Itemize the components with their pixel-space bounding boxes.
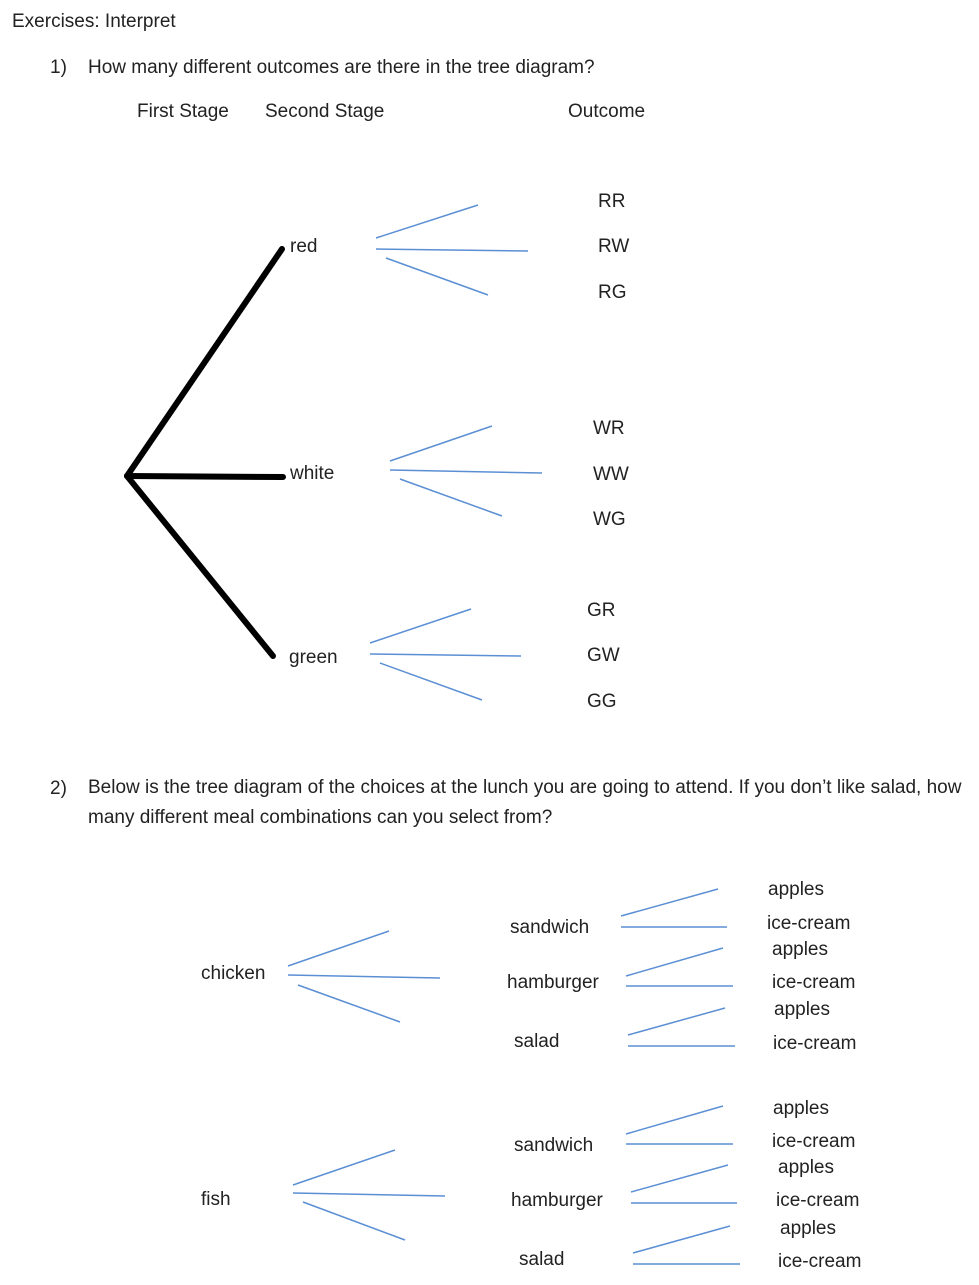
branch-to-red <box>127 249 282 476</box>
outcome-label: GW <box>587 645 620 666</box>
branch-green-w <box>370 654 521 656</box>
question-2-text: Below is the tree diagram of the choices at the lunch you are going to attend. If you don’t like salad, how many different meal combinations can you select from? <box>88 777 962 828</box>
stage-label-red: red <box>290 236 318 257</box>
header-outcome: Outcome <box>568 101 646 122</box>
branch-chicken-sandwich <box>288 931 389 966</box>
dessert-label: ice-cream <box>772 1131 856 1152</box>
branch-white-r <box>390 426 492 461</box>
dessert-label: apples <box>772 939 828 960</box>
branch-green-g <box>380 663 482 700</box>
branch-chicken-salad <box>298 985 400 1022</box>
question-2-number: 2) <box>50 778 67 799</box>
branch-fish-sandwich <box>293 1150 395 1185</box>
main-label-fish: fish <box>201 1189 231 1210</box>
branch-red-g <box>386 258 488 295</box>
dessert-label: ice-cream <box>767 913 851 934</box>
branch-fish-hamburger <box>293 1193 445 1196</box>
side-label: hamburger <box>511 1190 603 1211</box>
outcome-label: RR <box>598 191 626 212</box>
branch-green-r <box>370 609 471 643</box>
header-first-stage: First Stage <box>137 101 229 122</box>
dessert-label: ice-cream <box>773 1033 857 1054</box>
branch-white-g <box>400 479 502 516</box>
stage-label-white: white <box>290 463 335 484</box>
page-title: Exercises: Interpret <box>12 11 176 32</box>
branch-red-w <box>376 249 528 251</box>
side-label: salad <box>514 1031 560 1052</box>
dessert-label: apples <box>768 879 824 900</box>
dessert-label: apples <box>778 1157 834 1178</box>
outcome-label: WR <box>593 418 625 439</box>
branch-red-r <box>376 205 478 238</box>
branch-to-green <box>127 476 273 656</box>
question-1-number: 1) <box>50 57 67 78</box>
stage-label-green: green <box>289 647 338 668</box>
side-label: salad <box>519 1249 565 1270</box>
outcome-label: WG <box>593 509 626 530</box>
question-1-text: How many different outcomes are there in the tree diagram? <box>88 57 595 78</box>
outcome-label: WW <box>593 464 629 485</box>
branch-white-w <box>390 470 542 473</box>
side-label: sandwich <box>510 917 590 938</box>
main-label-chicken: chicken <box>201 963 266 984</box>
outcome-label: RW <box>598 236 630 257</box>
side-label: sandwich <box>514 1135 594 1156</box>
outcome-label: GG <box>587 691 617 712</box>
dessert-label: ice-cream <box>772 972 856 993</box>
dessert-label: ice-cream <box>776 1190 860 1211</box>
header-second-stage: Second Stage <box>265 101 385 122</box>
dessert-label: ice-cream <box>778 1251 862 1272</box>
side-label: hamburger <box>507 972 599 993</box>
branch-to-white <box>127 476 283 477</box>
dessert-label: apples <box>773 1098 829 1119</box>
outcome-label: GR <box>587 600 616 621</box>
branch-fish-salad <box>303 1202 405 1240</box>
dessert-label: apples <box>780 1218 836 1239</box>
branch-chicken-hamburger <box>288 975 440 978</box>
outcome-label: RG <box>598 282 627 303</box>
dessert-label: apples <box>774 999 830 1020</box>
